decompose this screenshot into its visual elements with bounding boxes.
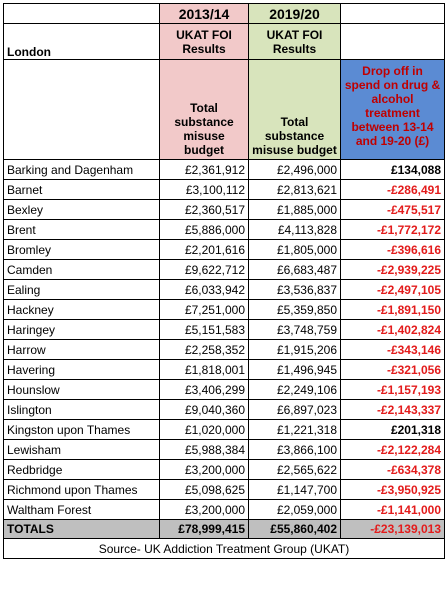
- table-row: [4, 360, 445, 380]
- borough-name: Lewisham: [4, 440, 160, 460]
- borough-name: Redbridge: [4, 460, 160, 480]
- source-1920-label: UKAT FOI Results: [249, 24, 341, 60]
- year-1314-header: 2013/14: [160, 4, 249, 24]
- borough-name: Islington: [4, 400, 160, 420]
- budget-1920-header: Total substance misuse budget: [249, 60, 341, 160]
- budget-1920: £2,565,622: [249, 460, 341, 480]
- table-row: [4, 260, 445, 280]
- borough-name: Haringey: [4, 320, 160, 340]
- budget-1920: £2,059,000: [249, 500, 341, 520]
- borough-name: Hackney: [4, 300, 160, 320]
- table-row: [4, 340, 445, 360]
- table-row: [4, 500, 445, 520]
- budget-1314: £3,200,000: [160, 500, 249, 520]
- budget-1314: £2,360,517: [160, 200, 249, 220]
- blank-cell: [341, 4, 445, 24]
- budget-1314: £1,818,001: [160, 360, 249, 380]
- spend-change: -£634,378: [341, 460, 445, 480]
- source-note: Source- UK Addiction Treatment Group (UKAT): [4, 539, 445, 559]
- budget-1920: £1,805,000: [249, 240, 341, 260]
- spend-change: -£286,491: [341, 180, 445, 200]
- spend-change: -£3,950,925: [341, 480, 445, 500]
- borough-name: Havering: [4, 360, 160, 380]
- budget-1920: £3,866,100: [249, 440, 341, 460]
- spend-change: -£1,891,150: [341, 300, 445, 320]
- spend-change: -£396,616: [341, 240, 445, 260]
- budget-1314: £5,151,583: [160, 320, 249, 340]
- table-row: [4, 300, 445, 320]
- budget-1920: £1,915,206: [249, 340, 341, 360]
- budget-1920: £3,748,759: [249, 320, 341, 340]
- table-row: [4, 180, 445, 200]
- borough-name: Barking and Dagenham: [4, 160, 160, 180]
- budget-1920: £2,496,000: [249, 160, 341, 180]
- spend-change: -£1,157,193: [341, 380, 445, 400]
- budget-1920: £5,359,850: [249, 300, 341, 320]
- budget-1314: £3,200,000: [160, 460, 249, 480]
- blank-cell: [341, 24, 445, 60]
- table-row: [4, 240, 445, 260]
- blank-cell: [4, 60, 160, 160]
- borough-name: Richmond upon Thames: [4, 480, 160, 500]
- spend-change: -£2,143,337: [341, 400, 445, 420]
- source-1314-label: UKAT FOI Results: [160, 24, 249, 60]
- spend-change: -£2,497,105: [341, 280, 445, 300]
- blank-cell: [4, 4, 160, 24]
- spend-change: -£1,772,172: [341, 220, 445, 240]
- budget-1920: £1,147,700: [249, 480, 341, 500]
- table-row: [4, 400, 445, 420]
- budget-1314: £9,040,360: [160, 400, 249, 420]
- budget-1314: £2,361,912: [160, 160, 249, 180]
- budget-1314: £3,406,299: [160, 380, 249, 400]
- borough-name: Harrow: [4, 340, 160, 360]
- table-row: [4, 280, 445, 300]
- budget-1314: £1,020,000: [160, 420, 249, 440]
- budget-1920: £2,249,106: [249, 380, 341, 400]
- budget-1920: £1,885,000: [249, 200, 341, 220]
- borough-name: Waltham Forest: [4, 500, 160, 520]
- budget-table: [3, 3, 445, 559]
- budget-1314-header: Total substance misuse budget: [160, 60, 249, 160]
- drop-off-header: Drop off in spend on drug & alcohol treatment between 13-14 and 19-20 (£): [341, 60, 445, 160]
- borough-name: Hounslow: [4, 380, 160, 400]
- budget-1920: £6,897,023: [249, 400, 341, 420]
- total-1314: £78,999,415: [160, 520, 249, 539]
- table-row: [4, 160, 445, 180]
- borough-name: Ealing: [4, 280, 160, 300]
- spend-change: -£475,517: [341, 200, 445, 220]
- spend-change: -£1,402,824: [341, 320, 445, 340]
- borough-name: Bexley: [4, 200, 160, 220]
- table-row: [4, 440, 445, 460]
- borough-name: Barnet: [4, 180, 160, 200]
- budget-1920: £1,221,318: [249, 420, 341, 440]
- table-row: [4, 380, 445, 400]
- table-row: [4, 460, 445, 480]
- spend-change: -£2,122,284: [341, 440, 445, 460]
- budget-1314: £5,098,625: [160, 480, 249, 500]
- totals-label: TOTALS: [4, 520, 160, 539]
- budget-1314: £2,201,616: [160, 240, 249, 260]
- budget-1920: £4,113,828: [249, 220, 341, 240]
- table-row: [4, 220, 445, 240]
- total-1920: £55,860,402: [249, 520, 341, 539]
- budget-1920: £6,683,487: [249, 260, 341, 280]
- table-row: [4, 480, 445, 500]
- borough-name: Brent: [4, 220, 160, 240]
- spend-change: -£2,939,225: [341, 260, 445, 280]
- spend-change: -£343,146: [341, 340, 445, 360]
- region-label: London: [4, 24, 160, 60]
- total-change: -£23,139,013: [341, 520, 445, 539]
- table-row: [4, 420, 445, 440]
- budget-1314: £2,258,352: [160, 340, 249, 360]
- budget-1314: £7,251,000: [160, 300, 249, 320]
- table-row: [4, 200, 445, 220]
- budget-1314: £9,622,712: [160, 260, 249, 280]
- budget-1314: £6,033,942: [160, 280, 249, 300]
- spend-change: -£1,141,000: [341, 500, 445, 520]
- budget-1920: £3,536,837: [249, 280, 341, 300]
- year-1920-header: 2019/20: [249, 4, 341, 24]
- budget-1920: £1,496,945: [249, 360, 341, 380]
- budget-1314: £5,886,000: [160, 220, 249, 240]
- budget-1314: £5,988,384: [160, 440, 249, 460]
- spend-change: £201,318: [341, 420, 445, 440]
- totals-row: [4, 520, 445, 539]
- budget-1314: £3,100,112: [160, 180, 249, 200]
- table-row: [4, 320, 445, 340]
- spend-change: £134,088: [341, 160, 445, 180]
- budget-1920: £2,813,621: [249, 180, 341, 200]
- borough-name: Kingston upon Thames: [4, 420, 160, 440]
- borough-name: Camden: [4, 260, 160, 280]
- spend-change: -£321,056: [341, 360, 445, 380]
- borough-name: Bromley: [4, 240, 160, 260]
